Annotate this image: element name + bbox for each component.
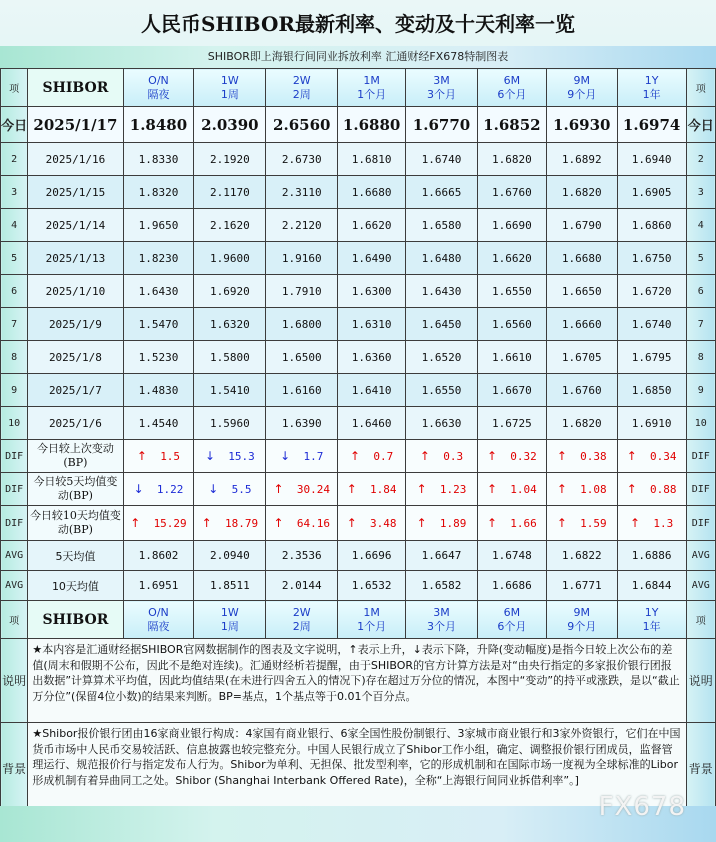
row-date: 2025/1/6 (28, 407, 123, 440)
description-text: ★本内容是汇通财经据SHIBOR官网数据制作的图表及文字说明，↑表示上升，↓表示下降，升降(变动幅度)是指今日较上次公布的差值(周末和假期不公布，因此不是绝对连续)。汇通财经析若提醒，由于SHIBOR的官方计算方法是对“由央行指定的多家报价银行团报出数据”计算算术平均值，因此均值结果(在未进行四舍五入的情况下)存在超过万分位的情况，本图中“变动”的持平或涨跌，是以“截止万分位”(保留4位小数)的结果来判断。BP=基点，1个基点等于0.01个百分点。 (28, 639, 686, 723)
change-cell (338, 506, 406, 541)
row-date: 2025/1/13 (28, 242, 123, 275)
rate-cell: 1.6610 (477, 341, 546, 374)
average-cell: 1.6748 (477, 541, 546, 571)
tenor-code: 6M (503, 73, 521, 87)
average-cell: 1.6822 (546, 541, 617, 571)
rate-cell: 1.6670 (477, 374, 546, 407)
page-subtitle: SHIBOR即上海银行间同业拆放利率 汇通财经FX678特制图表 (207, 50, 509, 63)
tenor-header (266, 69, 338, 107)
tenor-code: 1Y (644, 73, 659, 87)
side-label-left: 项 (1, 69, 28, 107)
rate-cell: 1.6360 (338, 341, 406, 374)
side-label-right: 项 (686, 69, 715, 107)
rate-cell: 2.1620 (194, 209, 266, 242)
arrow-up-icon: ↑ (130, 516, 141, 530)
tenor-cn: 2周 (292, 87, 311, 101)
tenor-header (477, 601, 546, 639)
row-side-left: 3 (1, 176, 28, 209)
rate-cell: 1.6310 (338, 308, 406, 341)
change-label: 今日较10天均值变动(BP) (28, 506, 123, 541)
row-date: 2025/1/14 (28, 209, 123, 242)
change-value: 1.7 (303, 450, 324, 463)
tenor-cn: 3个月 (426, 619, 456, 633)
rate-cell: 1.5470 (123, 308, 194, 341)
rate-cell: 1.6820 (477, 143, 546, 176)
arrow-down-icon: ↓ (280, 449, 291, 463)
change-value: 1.84 (370, 483, 397, 496)
rate-cell: 2.1170 (194, 176, 266, 209)
page-title: 人民币SHIBOR最新利率、变动及十天利率一览 (140, 12, 575, 36)
tenor-code: 2W (292, 605, 311, 619)
rate-cell: 1.6892 (546, 143, 617, 176)
average-cell: 2.3536 (266, 541, 338, 571)
average-cell: 1.6771 (546, 571, 617, 601)
row-side-right: 10 (686, 407, 715, 440)
change-label: 今日较上次变动(BP) (28, 440, 123, 473)
rate-cell: 1.6750 (617, 242, 686, 275)
rate-cell: 1.6320 (194, 308, 266, 341)
change-value: 0.38 (580, 450, 607, 463)
rate-cell: 1.6680 (338, 176, 406, 209)
rate-cell: 1.6910 (617, 407, 686, 440)
rate-cell: 1.6880 (338, 107, 406, 143)
tenor-header (546, 69, 617, 107)
tenor-header (406, 69, 478, 107)
change-row (1, 506, 716, 541)
change-cell (338, 473, 406, 506)
tenor-code: 3M (433, 73, 450, 87)
rate-cell: 2.1920 (194, 143, 266, 176)
row-date: 2025/1/16 (28, 143, 123, 176)
average-cell: 1.6647 (406, 541, 478, 571)
tenor-code: O/N (148, 605, 169, 619)
tenor-header (338, 601, 406, 639)
row-side-right: 今日 (686, 107, 715, 143)
arrow-up-icon: ↑ (556, 482, 567, 496)
tenor-cn: 1个月 (357, 619, 387, 633)
row-side-left: 2 (1, 143, 28, 176)
change-value: 1.23 (439, 483, 467, 496)
arrow-up-icon: ↑ (419, 449, 430, 463)
rate-cell: 1.6390 (266, 407, 338, 440)
tenor-cn: 1年 (642, 619, 661, 633)
rate-cell: 1.6300 (338, 275, 406, 308)
change-cell (194, 473, 266, 506)
change-cell (617, 440, 686, 473)
arrow-down-icon: ↓ (208, 482, 219, 496)
row-side-left: AVG (1, 571, 28, 601)
tenor-header (123, 69, 194, 107)
rate-cell: 1.6705 (546, 341, 617, 374)
rate-cell: 1.6480 (406, 242, 478, 275)
tenor-cn: 隔夜 (147, 619, 170, 633)
change-cell (406, 506, 478, 541)
rate-cell: 1.8330 (123, 143, 194, 176)
row-side-left: 6 (1, 275, 28, 308)
rate-cell: 1.6920 (194, 275, 266, 308)
rate-cell: 1.6665 (406, 176, 478, 209)
fx678-watermark: FX678 (598, 792, 686, 822)
change-cell (477, 440, 546, 473)
rate-cell: 1.6800 (266, 308, 338, 341)
average-row (1, 571, 716, 601)
rate-cell: 1.6905 (617, 176, 686, 209)
rate-cell: 1.6650 (546, 275, 617, 308)
arrow-up-icon: ↑ (626, 449, 637, 463)
average-cell: 1.6582 (406, 571, 478, 601)
change-value: 30.24 (296, 483, 330, 496)
change-value: 0.3 (443, 450, 464, 463)
row-side-left: 8 (1, 341, 28, 374)
row-side-left: 4 (1, 209, 28, 242)
arrow-up-icon: ↑ (556, 516, 567, 530)
tenor-cn: 6个月 (497, 619, 527, 633)
rate-cell: 1.6490 (338, 242, 406, 275)
row-side-left: 9 (1, 374, 28, 407)
rate-cell: 1.6760 (477, 176, 546, 209)
row-side-right: 5 (686, 242, 715, 275)
rate-cell: 1.4540 (123, 407, 194, 440)
change-value: 1.04 (510, 483, 537, 496)
change-value: 1.22 (156, 483, 184, 496)
history-row (1, 242, 716, 275)
arrow-up-icon: ↑ (273, 482, 284, 496)
rate-cell: 1.6760 (546, 374, 617, 407)
header-name: SHIBOR (28, 601, 123, 639)
change-row (1, 440, 716, 473)
header-row-bottom (1, 601, 716, 639)
change-cell (123, 473, 194, 506)
change-value: 1.89 (439, 517, 467, 530)
rate-cell: 1.6160 (266, 374, 338, 407)
rate-cell: 2.6730 (266, 143, 338, 176)
change-cell (546, 440, 617, 473)
rate-cell: 1.6660 (546, 308, 617, 341)
rate-cell: 1.9160 (266, 242, 338, 275)
rate-cell: 1.6460 (338, 407, 406, 440)
average-cell: 2.0940 (194, 541, 266, 571)
average-cell: 2.0144 (266, 571, 338, 601)
arrow-up-icon: ↑ (556, 449, 567, 463)
arrow-up-icon: ↑ (416, 516, 427, 530)
change-value: 5.5 (231, 483, 252, 496)
row-side-left: DIF (1, 506, 28, 541)
rate-cell: 2.2120 (266, 209, 338, 242)
row-side-left: 今日 (1, 107, 28, 143)
tenor-cn: 3个月 (426, 87, 456, 101)
change-cell (266, 473, 338, 506)
row-side-right: DIF (686, 473, 715, 506)
rate-cell: 1.9600 (194, 242, 266, 275)
tenor-header (194, 601, 266, 639)
arrow-up-icon: ↑ (350, 449, 361, 463)
change-value: 1.5 (160, 450, 181, 463)
change-value: 64.16 (296, 517, 330, 530)
tenor-cn: 9个月 (567, 87, 597, 101)
change-cell (546, 506, 617, 541)
row-date: 2025/1/7 (28, 374, 123, 407)
change-value: 0.7 (373, 450, 394, 463)
change-value: 1.3 (653, 517, 674, 530)
side-label-right: 项 (686, 601, 715, 639)
change-cell (406, 473, 478, 506)
arrow-up-icon: ↑ (626, 482, 637, 496)
tenor-code: 1W (220, 73, 239, 87)
tenor-cn: 1个月 (357, 87, 387, 101)
tenor-cn: 1周 (220, 87, 239, 101)
rate-cell: 1.6852 (477, 107, 546, 143)
arrow-up-icon: ↑ (346, 516, 357, 530)
side-label-left: 项 (1, 601, 28, 639)
change-value: 3.48 (370, 517, 397, 530)
rate-cell: 1.6790 (546, 209, 617, 242)
rate-cell: 1.6450 (406, 308, 478, 341)
average-cell: 1.6686 (477, 571, 546, 601)
tenor-code: 1W (220, 605, 239, 619)
change-cell (617, 473, 686, 506)
row-side-right: 9 (686, 374, 715, 407)
tenor-cn: 6个月 (497, 87, 527, 101)
rate-cell: 1.4830 (123, 374, 194, 407)
history-row (1, 143, 716, 176)
change-value: 0.34 (650, 450, 677, 463)
rate-cell: 1.6820 (546, 176, 617, 209)
tenor-cn: 1年 (642, 87, 661, 101)
change-cell (406, 440, 478, 473)
row-side-right: AVG (686, 541, 715, 571)
tenor-code: 1M (363, 605, 380, 619)
rate-cell: 1.6770 (406, 107, 478, 143)
rate-cell: 1.6630 (406, 407, 478, 440)
arrow-up-icon: ↑ (630, 516, 641, 530)
change-value: 0.32 (510, 450, 537, 463)
change-row (1, 473, 716, 506)
rate-cell: 1.6720 (617, 275, 686, 308)
rate-cell: 1.8480 (123, 107, 194, 143)
rate-cell: 1.6725 (477, 407, 546, 440)
row-side-right: 6 (686, 275, 715, 308)
history-row (1, 176, 716, 209)
row-date: 2025/1/9 (28, 308, 123, 341)
change-cell (123, 506, 194, 541)
row-side-left: DIF (1, 473, 28, 506)
shibor-table (0, 68, 716, 815)
row-side-right: 2 (686, 143, 715, 176)
arrow-up-icon: ↑ (346, 482, 357, 496)
change-cell (477, 506, 546, 541)
tenor-cn: 隔夜 (147, 87, 170, 101)
average-cell: 1.8511 (194, 571, 266, 601)
row-side-right: AVG (686, 571, 715, 601)
tenor-code: 1Y (644, 605, 659, 619)
tenor-code: 9M (573, 73, 590, 87)
change-cell (617, 506, 686, 541)
change-cell (194, 440, 266, 473)
rate-cell: 1.6620 (477, 242, 546, 275)
row-side-left: DIF (1, 440, 28, 473)
header-name: SHIBOR (28, 69, 123, 107)
arrow-down-icon: ↓ (204, 449, 216, 463)
tenor-code: 6M (503, 605, 521, 619)
tenor-header (123, 601, 194, 639)
rate-cell: 1.6974 (617, 107, 686, 143)
rate-cell: 1.7910 (266, 275, 338, 308)
note-side-left: 背景 (1, 723, 28, 815)
arrow-up-icon: ↑ (486, 482, 498, 496)
history-row (1, 374, 716, 407)
description-row (1, 639, 716, 723)
arrow-up-icon: ↑ (201, 516, 212, 530)
row-date: 2025/1/17 (28, 107, 123, 143)
change-value: 18.79 (224, 517, 259, 530)
change-value: 15.29 (153, 517, 187, 530)
average-cell: 1.6951 (123, 571, 194, 601)
header-row-top (1, 69, 716, 107)
rate-cell: 1.6580 (406, 209, 478, 242)
average-label: 10天均值 (28, 571, 123, 601)
change-label: 今日较5天均值变动(BP) (28, 473, 123, 506)
change-cell (338, 440, 406, 473)
row-side-right: DIF (686, 440, 715, 473)
arrow-up-icon: ↑ (486, 516, 498, 530)
background-text: ★Shibor报价银行团由16家商业银行构成：4家国有商业银行、6家全国性股份制银行、3家城市商业银行和3家外资银行，它们在中国货币市场中人民币交易较活跃、信息披露也较完整充分。中国人民银行成立了Shibor工作小组，确定、调整报价银行团成员，监督管理运行、规范报价行与指定发布人行为。Shibor为单利、无担保、批发型利率，它的形成机制和在国际市场一度视为全球标准的Libor形成机制有着异曲同工之处。Shibor (Shanghai Interbank Offered Rate)，全称“上海银行间同业拆借利率”。] (28, 723, 686, 815)
rate-cell: 1.6740 (406, 143, 478, 176)
change-cell (546, 473, 617, 506)
row-side-left: 10 (1, 407, 28, 440)
history-row (1, 308, 716, 341)
history-row (1, 341, 716, 374)
average-cell: 1.6696 (338, 541, 406, 571)
average-cell: 1.6886 (617, 541, 686, 571)
row-side-right: 8 (686, 341, 715, 374)
rate-cell: 1.6940 (617, 143, 686, 176)
change-value: 1.59 (580, 517, 607, 530)
rate-cell: 1.8230 (123, 242, 194, 275)
row-date: 2025/1/15 (28, 176, 123, 209)
change-value: 15.3 (228, 450, 255, 463)
row-side-right: DIF (686, 506, 715, 541)
rate-cell: 1.6690 (477, 209, 546, 242)
history-row (1, 209, 716, 242)
rate-cell: 1.6795 (617, 341, 686, 374)
average-cell: 1.8602 (123, 541, 194, 571)
change-cell (266, 440, 338, 473)
row-side-left: 7 (1, 308, 28, 341)
row-side-left: AVG (1, 541, 28, 571)
tenor-code: O/N (148, 73, 169, 87)
tenor-cn: 9个月 (567, 619, 597, 633)
tenor-header (266, 601, 338, 639)
average-cell: 1.6532 (338, 571, 406, 601)
arrow-up-icon: ↑ (416, 482, 427, 496)
row-date: 2025/1/10 (28, 275, 123, 308)
rate-cell: 1.5800 (194, 341, 266, 374)
tenor-header (617, 69, 686, 107)
rate-cell: 1.6550 (477, 275, 546, 308)
note-side-left: 说明 (1, 639, 28, 723)
rate-cell: 2.3110 (266, 176, 338, 209)
tenor-code: 9M (573, 605, 590, 619)
note-side-right: 说明 (686, 639, 715, 723)
rate-cell: 1.6550 (406, 374, 478, 407)
row-side-left: 5 (1, 242, 28, 275)
arrow-up-icon: ↑ (136, 449, 147, 463)
rate-cell: 2.6560 (266, 107, 338, 143)
tenor-header (617, 601, 686, 639)
rate-cell: 1.6820 (546, 407, 617, 440)
rate-cell: 1.9650 (123, 209, 194, 242)
rate-cell: 1.6430 (123, 275, 194, 308)
average-label: 5天均值 (28, 541, 123, 571)
tenor-code: 2W (292, 73, 311, 87)
tenor-header (546, 601, 617, 639)
tenor-cn: 1周 (220, 619, 239, 633)
tenor-code: 3M (433, 605, 450, 619)
change-value: 1.66 (510, 517, 537, 530)
change-value: 0.88 (650, 483, 677, 496)
row-side-right: 3 (686, 176, 715, 209)
change-cell (123, 440, 194, 473)
rate-cell: 1.6850 (617, 374, 686, 407)
average-row (1, 541, 716, 571)
change-cell (477, 473, 546, 506)
arrow-down-icon: ↓ (133, 482, 144, 496)
tenor-cn: 2周 (292, 619, 311, 633)
rate-cell: 2.0390 (194, 107, 266, 143)
today-row (1, 107, 716, 143)
row-date: 2025/1/8 (28, 341, 123, 374)
arrow-up-icon: ↑ (273, 516, 284, 530)
rate-cell: 1.8320 (123, 176, 194, 209)
rate-cell: 1.6410 (338, 374, 406, 407)
rate-cell: 1.6810 (338, 143, 406, 176)
tenor-header (194, 69, 266, 107)
rate-cell: 1.5410 (194, 374, 266, 407)
rate-cell: 1.6740 (617, 308, 686, 341)
tenor-header (406, 601, 478, 639)
rate-cell: 1.6500 (266, 341, 338, 374)
change-cell (194, 506, 266, 541)
tenor-header (338, 69, 406, 107)
tenor-header (477, 69, 546, 107)
rate-cell: 1.6680 (546, 242, 617, 275)
change-cell (266, 506, 338, 541)
rate-cell: 1.6430 (406, 275, 478, 308)
rate-cell: 1.6620 (338, 209, 406, 242)
history-row (1, 407, 716, 440)
average-cell: 1.6844 (617, 571, 686, 601)
tenor-code: 1M (363, 73, 380, 87)
change-value: 1.08 (580, 483, 607, 496)
note-side-right: 背景 (686, 723, 715, 815)
rate-cell: 1.6520 (406, 341, 478, 374)
rate-cell: 1.6860 (617, 209, 686, 242)
rate-cell: 1.6930 (546, 107, 617, 143)
rate-cell: 1.5960 (194, 407, 266, 440)
rate-cell: 1.5230 (123, 341, 194, 374)
row-side-right: 7 (686, 308, 715, 341)
rate-cell: 1.6560 (477, 308, 546, 341)
history-row (1, 275, 716, 308)
arrow-up-icon: ↑ (486, 449, 498, 463)
row-side-right: 4 (686, 209, 715, 242)
